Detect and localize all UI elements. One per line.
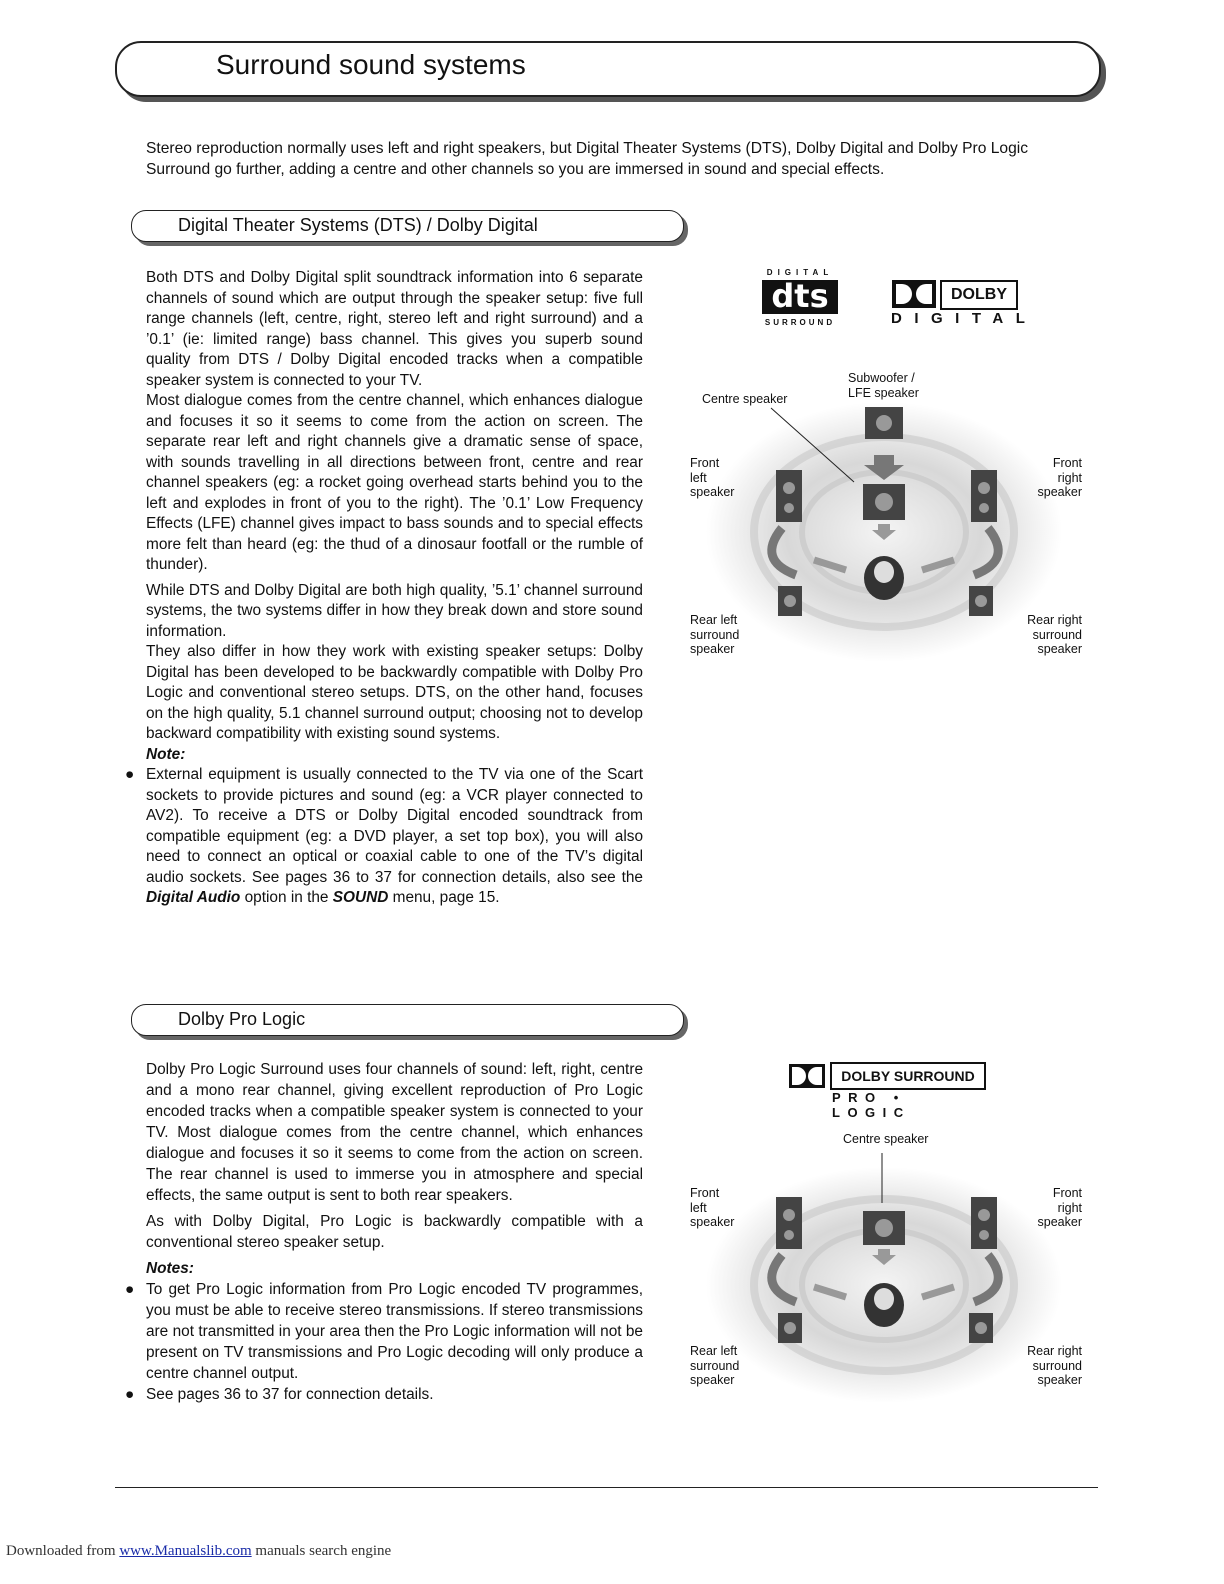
download-footer: Downloaded from www.Manualslib.com manuals search engine: [6, 1543, 392, 1559]
rear-right-speaker-icon: [969, 1313, 993, 1343]
dolby-double-d-icon: [891, 279, 937, 309]
note-text-b: option in the: [240, 889, 333, 906]
prologic-paragraph-1: Dolby Pro Logic Surround uses four channels of sound: left, right, centre and a mono rear channel, giving excellent reproduction of Pro Logic encoded tracks when a compatible speaker system is connected to your TV. Most dialogue comes from the centre channel, which enhances dialogue and focuses it so it seems to come from the action on screen. The rear channel is used to immerse you in atmosphere and special effects, the same output is sent to both rear speakers.: [146, 1061, 643, 1204]
dolby-double-d-icon: [788, 1063, 826, 1089]
prologic-paragraph-2: As with Dolby Digital, Pro Logic is backwardly compatible with a conventional stereo speaker setup.: [146, 1213, 643, 1251]
label-rear-left: Rear left surround speaker: [690, 1344, 740, 1387]
dts-logo: DIGITAL dts SURROUND: [758, 268, 844, 330]
note-emphasis-digital-audio: Digital Audio: [146, 889, 241, 906]
centre-speaker-icon: [863, 484, 905, 520]
subwoofer-speaker-icon: [865, 407, 903, 439]
bullet-icon: ●: [125, 1386, 135, 1403]
listener-icon: [864, 1283, 904, 1327]
front-right-speaker-icon: [971, 470, 997, 522]
rear-left-speaker-icon: [778, 586, 802, 616]
front-left-speaker-icon: [776, 1197, 802, 1249]
note-emphasis-sound: SOUND: [332, 889, 389, 906]
section-title-dts: Digital Theater Systems (DTS) / Dolby Digital: [178, 215, 538, 235]
label-rear-left: Rear left surround speaker: [690, 613, 740, 656]
label-centre-speaker: Centre speaker: [702, 392, 788, 406]
note-bullet: [125, 765, 643, 909]
page-title: Surround sound systems: [216, 49, 526, 80]
note-heading: Note:: [146, 745, 186, 763]
label-centre-speaker: Centre speaker: [843, 1132, 929, 1146]
dolby-surround-logo: DOLBY SURROUND PRO • LOGIC: [788, 1062, 993, 1108]
front-right-speaker-icon: [971, 1197, 997, 1249]
dts-paragraph-2: Most dialogue comes from the centre channel, which enhances dialogue and focuses it so it seems to come from the action on screen. The separate rear left and right channels give a dramatic sense of space, with sounds travelling in all directions between front, centre and rear channel speakers (eg: a rocket going overhead starts behind you to the left and explodes in front of you to the right). The ’0.1’ Low Frequency Effects (LFE) channel gives impact to bass sounds and to special effects more felt than heard (eg: the thud of a dinosaur footfall or the rumble of thunder).: [146, 392, 643, 573]
note-bullet-2: ● See pages 36 to 37 for connection details.: [125, 1386, 434, 1403]
listener-icon: [864, 556, 904, 600]
notes-heading: Notes:: [146, 1260, 194, 1277]
prologic-body: [125, 1059, 643, 1405]
page-title-bar: [115, 41, 1101, 97]
intro-paragraph: Stereo reproduction normally uses left and right speakers, but Digital Theater Systems (DTS), Dolby Digital and Dolby Pro Logic Surround go further, adding a centre and other channels so you are immersed in sound and special effects.: [146, 140, 1029, 178]
manualslib-link[interactable]: www.Manualslib.com: [119, 1543, 252, 1559]
label-front-right: Front right speaker: [1037, 456, 1082, 499]
section-heading-dts: [131, 210, 684, 242]
label-front-right: Front right speaker: [1037, 1186, 1082, 1229]
rear-right-speaker-icon: [969, 586, 993, 616]
label-front-left: Front left speaker: [690, 456, 735, 499]
label-subwoofer: Subwoofer / LFE speaker: [848, 371, 919, 400]
rear-left-speaker-icon: [778, 1313, 802, 1343]
label-rear-right: Rear right surround speaker: [1027, 613, 1082, 656]
note-text-c: menu, page 15.: [388, 889, 500, 906]
label-front-left: Front left speaker: [690, 1186, 735, 1229]
section-heading-prologic: [131, 1004, 684, 1036]
bullet-icon: ●: [125, 1281, 135, 1298]
dolby-digital-logo: DOLBY DIGITAL: [891, 279, 1021, 327]
dts-paragraph-4: They also differ in how they work with existing speaker setups: Dolby Digital has been developed to be backwardly compatible with Dolby Pro Logic and conventional stereo setups. DTS, on the other hand, focuses on the high quality, 5.1 channel surround output; choosing not to develop backward compatibility with existing sound systems.: [146, 643, 643, 742]
dts-body: [125, 268, 643, 909]
section-title-prologic: Dolby Pro Logic: [178, 1009, 306, 1029]
dts-paragraph-1: Both DTS and Dolby Digital split soundtrack information into 6 separate channels of sound which are output through the speaker setup: five full range channels (left, centre, right, stereo left and right surround) and a ’0.1’ (ie: limited range) bass channel. This gives you superb sound quality from DTS / Dolby Digital encoded tracks when a compatible speaker system is connected to your TV.: [146, 269, 643, 389]
centre-speaker-icon: [863, 1211, 905, 1245]
bullet-icon: ●: [125, 766, 135, 783]
front-left-speaker-icon: [776, 470, 802, 522]
note-bullet-1: ● To get Pro Logic information from Pro Logic encoded TV programmes, you must be able to receive stereo transmissions. If stereo transmissions are not transmitted in your area then the Pro Logic information will not be present on TV transmissions and Pro Logic decoding will only produce a centre channel output.: [125, 1281, 643, 1382]
footer-divider: [115, 1487, 1098, 1488]
label-rear-right: Rear right surround speaker: [1027, 1344, 1082, 1387]
note-text-a: External equipment is usually connected to the TV via one of the Scart sockets to provide pictures and sound (eg: a VCR player connected to AV2). To receive a DTS or Dolby Digital encoded soundtrack from compatible equipment (eg: a DVD player, a set top box), you will also need to connect an optical or coaxial cable to one of the TV’s digital audio sockets. See pages 36 to 37 for connection details, also see the: [146, 766, 643, 886]
dts-paragraph-3: While DTS and Dolby Digital are both high quality, ’5.1’ channel surround systems, the two systems differ in how they break down and store sound information.: [146, 581, 643, 640]
